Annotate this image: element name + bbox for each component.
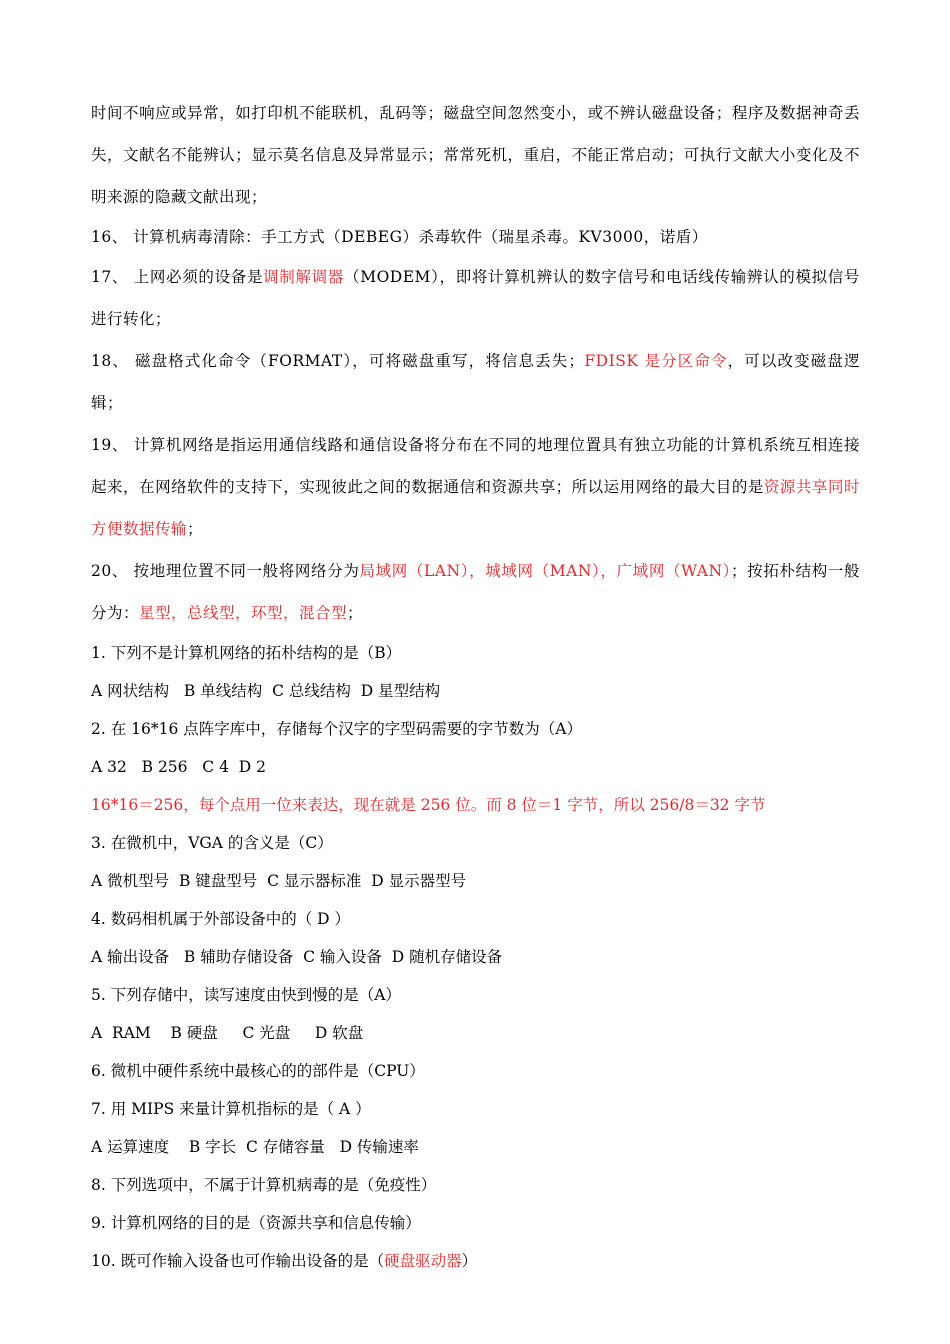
body-text: A 网状结构 B 单线结构 C 总线结构 D 星型结构 [91,682,441,700]
body-text: 4. 数码相机属于外部设备中的（ D ） [91,910,350,928]
body-text: 3. 在微机中，VGA 的含义是（C） [91,834,333,852]
question-line [91,710,860,748]
body-text: ；按拓朴结构一般分为： [91,562,860,622]
body-text: 2. 在 16*16 点阵字库中，存储每个汉字的字型码需要的字节数为（A） [91,720,582,738]
highlight-text: 星型，总线型，环型，混合型 [139,604,348,622]
body-text: ，可以改变磁盘逻辑； [91,352,860,412]
question-line [91,1242,860,1280]
body-text: 17、 上网必须的设备是 [91,268,264,286]
question-line [91,1052,860,1090]
question-line [91,748,860,786]
paragraph-p16 [91,218,860,256]
body-text: 16、 计算机病毒清除：手工方式（DEBEG）杀毒软件（瑞星杀毒。KV3000，诺盾） [91,228,708,246]
question-line [91,1090,860,1128]
body-text: ； [347,604,364,622]
question-line [91,1166,860,1204]
body-text: 5. 下列存储中，读写速度由快到慢的是（A） [91,986,401,1004]
highlight-text: 硬盘驱动器 [384,1252,462,1270]
paragraph-area [91,92,860,634]
body-text: A 输出设备 B 辅助存储设备 C 输入设备 D 随机存储设备 [91,948,503,966]
body-text: 20、 按地理位置不同一般将网络分为 [91,562,360,580]
question-line [91,672,860,710]
body-text: ） [461,1252,478,1270]
highlight-text: 资源共享同时方便数据传输 [91,478,860,538]
paragraph-p20 [91,550,860,634]
question-line [91,938,860,976]
paragraph-p19 [91,424,860,550]
body-text: A 运算速度 B 字长 C 存储容量 D 传输速率 [91,1138,419,1156]
question-line [91,900,860,938]
body-text: 9. 计算机网络的目的是（资源共享和信息传输） [91,1214,421,1232]
question-line [91,1204,860,1242]
paragraph-p15cont [91,92,860,218]
highlight-text: 调制解调器 [263,268,345,286]
body-text: 6. 微机中硬件系统中最核心的的部件是（CPU） [91,1062,425,1080]
question-line [91,862,860,900]
paragraph-p18 [91,340,860,424]
paragraph-p17 [91,256,860,340]
body-text: 8. 下列选项中，不属于计算机病毒的是（免疫性） [91,1176,437,1194]
question-line [91,786,860,824]
question-line [91,1014,860,1052]
body-text: A RAM B 硬盘 C 光盘 D 软盘 [91,1024,364,1042]
body-text: 19、 计算机网络是指运用通信线路和通信设备将分布在不同的地理位置具有独立功能的计算机系统互相连接起来，在网络软件的支持下，实现彼此之间的数据通信和资源共享；所以运用网络的最大目的是 [91,436,860,496]
body-text: 10. 既可作输入设备也可作输出设备的是（ [91,1252,385,1270]
body-text: （MODEM），即将计算机辨认的数字信号和电话线传输辨认的模拟信号进行转化； [91,268,860,328]
highlight-text: 局域网（LAN），城域网（MAN），广域网（WAN） [359,562,732,580]
question-line [91,824,860,862]
body-text: 1. 下列不是计算机网络的拓朴结构的是（B） [91,644,402,662]
body-text: A 32 B 256 C 4 D 2 [91,758,267,776]
body-text: ； [187,520,204,538]
highlight-text: FDISK 是分区命令 [584,352,728,370]
question-area [91,634,860,1280]
question-line [91,976,860,1014]
body-text: A 微机型号 B 键盘型号 C 显示器标准 D 显示器型号 [91,872,467,890]
body-text: 时间不响应或异常，如打印机不能联机，乱码等；磁盘空间忽然变小，或不辨认磁盘设备；程序及数据神奇丢失，文献名不能辨认；显示莫名信息及异常显示；常常死机，重启，不能正常启动；可执行文献大小变化及不明来源的隐藏文献出现； [91,104,860,206]
question-line [91,634,860,672]
highlight-text: 16*16＝256，每个点用一位来表达，现在就是 256 位。而 8 位＝1 字节，所以 256/8＝32 字节 [91,796,766,814]
body-text: 18、 磁盘格式化命令（FORMAT），可将磁盘重写，将信息丢失； [91,352,585,370]
question-line [91,1128,860,1166]
body-text: 7. 用 MIPS 来量计算机指标的是（ A ） [91,1100,371,1118]
